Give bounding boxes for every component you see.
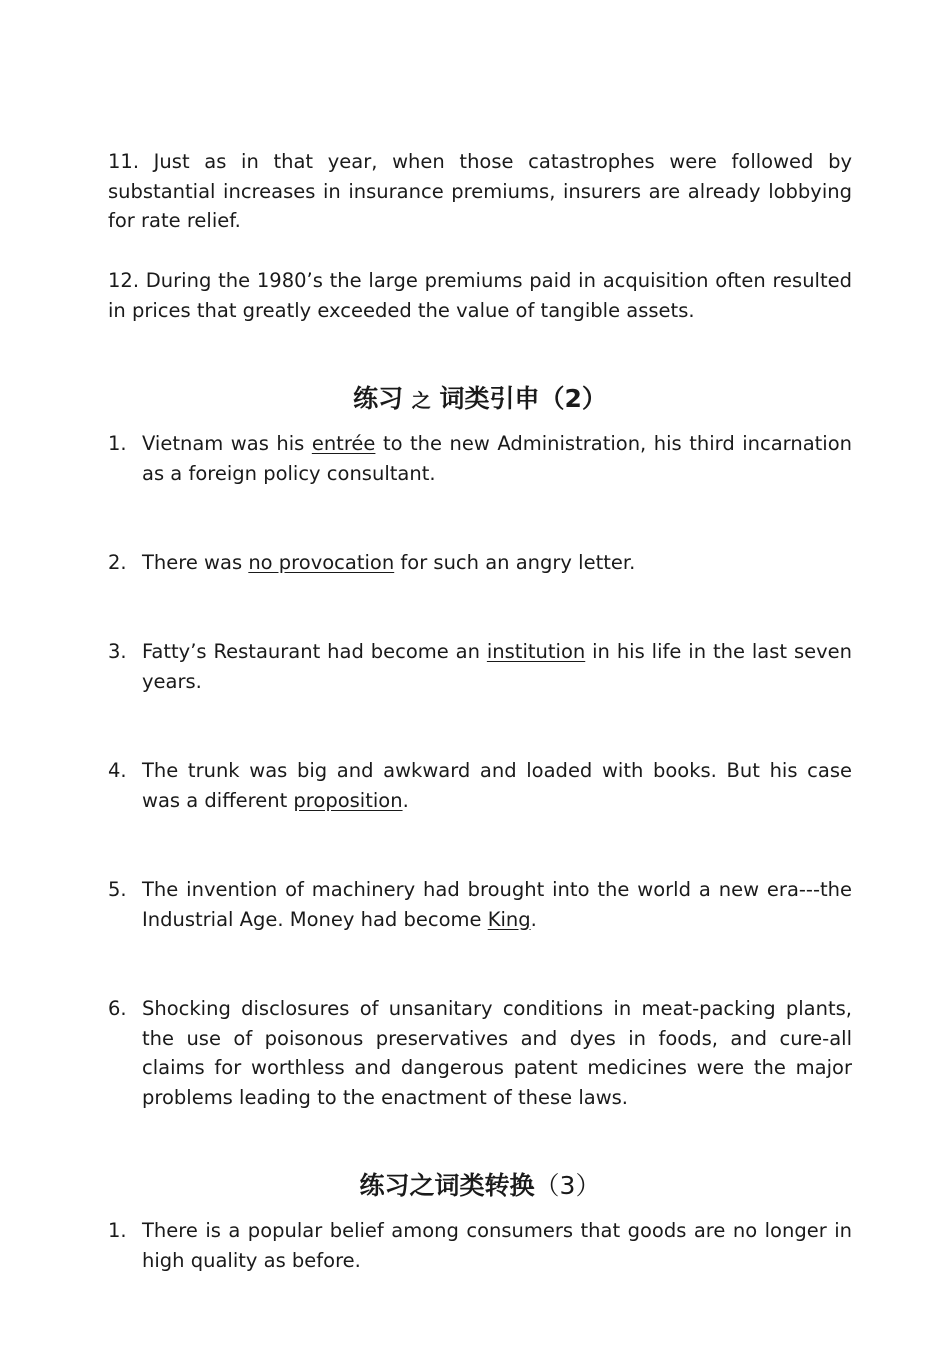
item-text: Vietnam was his entrée to the new Administration, his third incarnation as a foreign policy consultant.	[142, 432, 852, 485]
item-text: There is a popular belief among consumers that goods are no longer in high quality as before.	[142, 1219, 852, 1272]
list-item	[108, 548, 852, 578]
underlined-term: entrée	[311, 432, 376, 455]
item-number: 5.	[108, 878, 127, 901]
underlined-term: no provocation	[248, 551, 395, 574]
underlined-term: institution	[486, 640, 586, 663]
list-item	[108, 875, 852, 934]
section-heading-1	[108, 383, 852, 417]
item-number: 1.	[108, 1219, 127, 1242]
underlined-term: King	[487, 907, 531, 931]
item-number: 2.	[108, 551, 127, 574]
item-number: 1.	[108, 432, 127, 455]
heading-2-part-b: （3）	[534, 1171, 601, 1200]
paragraph-12: 12. During the 1980’s the large premiums paid in acquisition often resulted in prices that greatly exceeded the value of tangible assets.	[108, 269, 852, 322]
list-item	[108, 429, 852, 488]
item-number: 4.	[108, 759, 127, 782]
section-heading-2	[108, 1170, 852, 1202]
list-item	[108, 994, 852, 1112]
list-item	[108, 756, 852, 815]
list-item	[108, 1216, 852, 1275]
heading-1-part-c: 词类引申（2）	[439, 384, 607, 413]
heading-1-part-b: 之	[411, 390, 431, 412]
list-item	[108, 637, 852, 696]
underlined-term: proposition	[293, 788, 403, 812]
heading-2-part-a: 练习之词类转换	[359, 1171, 535, 1200]
item-number: 6.	[108, 997, 127, 1020]
item-text: The trunk was big and awkward and loaded with books. But his case was a different proposition.	[142, 759, 852, 812]
paragraph-11: 11. Just as in that year, when those catastrophes were followed by substantial increases in insurance premiums, insurers are already lobbying for rate relief.	[108, 150, 852, 232]
heading-1-part-a: 练习	[353, 384, 404, 413]
item-text: There was no provocation for such an angry letter.	[142, 551, 636, 574]
item-number: 3.	[108, 640, 127, 663]
item-text: The invention of machinery had brought into the world a new era---the Industrial Age. Money had become King.	[142, 878, 852, 931]
item-text: Fatty’s Restaurant had become an institution in his life in the last seven years.	[142, 640, 852, 693]
item-text: Shocking disclosures of unsanitary conditions in meat-packing plants, the use of poisonous preservatives and dyes in foods, and cure-all claims for worthless and dangerous patent medicines were the major problems leading to the enactment of these laws.	[142, 997, 852, 1109]
